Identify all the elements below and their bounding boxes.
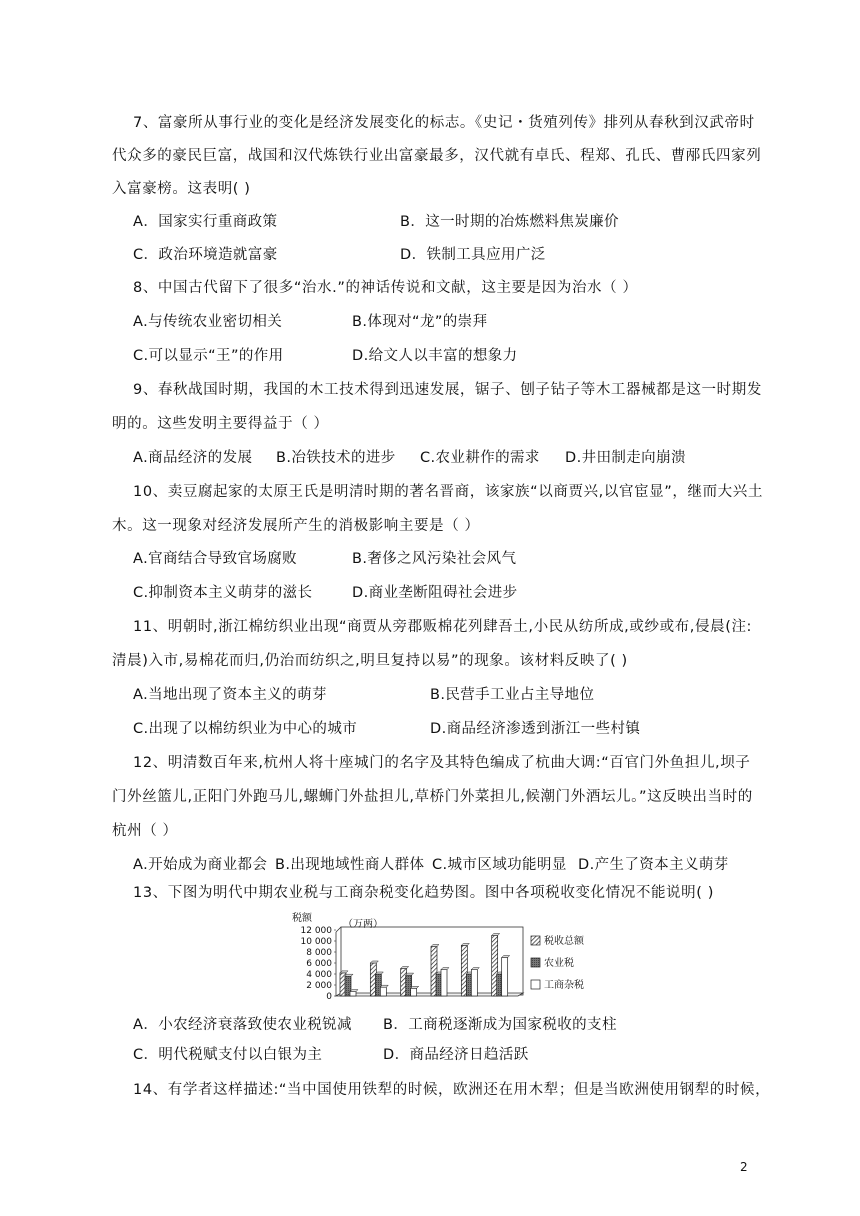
- q12-stem-line-3: 杭州（ ）: [112, 823, 178, 839]
- q9-option-d: D.井田制走向崩溃: [565, 450, 686, 466]
- q7-stem-line-3: 入富豪榜。这表明( ): [112, 181, 251, 197]
- q7-option-d: D．铁制工具应用广泛: [400, 247, 546, 263]
- q9-option-a: A.商品经济的发展: [133, 450, 253, 466]
- q14-stem-line-1: 14、有学者这样描述:“当中国使用铁犁的时候，欧洲还在用木犁；但是当欧洲使用钢犁的时候，: [133, 1082, 771, 1098]
- q11-stem-line-1: 11、明朝时,浙江棉纺织业出现“商贾从旁郡贩棉花列肆吾土,小民从纺所成,或纱或布,侵晨(注:: [133, 619, 753, 635]
- q12-option-d: D.产生了资本主义萌芽: [578, 857, 729, 873]
- q10-stem-line-2: 木。这一现象对经济发展所产生的消极影响主要是（ ）: [112, 518, 480, 534]
- legend-label: 工商杂税: [544, 980, 584, 991]
- legend-label: 税收总额: [544, 936, 584, 947]
- bar-white-4: [471, 970, 477, 996]
- q7-option-b: B．这一时期的冶炼燃料焦炭廉价: [400, 214, 619, 230]
- q8-stem-line-1: 8、中国古代留下了很多“治水.”的神话传说和文献，这主要是因为治水（ ）: [133, 280, 638, 296]
- bar-white-1: [380, 987, 386, 996]
- q13-option-b: B．工商税逐渐成为国家税收的支柱: [383, 1017, 617, 1033]
- y-tick-label: 12 000: [300, 926, 332, 936]
- q11-option-b: B.民营手工业占主导地位: [430, 687, 595, 703]
- y-tick-label: 2 000: [306, 981, 332, 991]
- q12-option-b: B.出现地域性商人群体: [275, 857, 425, 873]
- bar-white-0: [350, 992, 356, 996]
- q13-option-d: D．商品经济日趋活跃: [383, 1047, 529, 1063]
- q7-option-c: C．政治环境造就富豪: [133, 247, 278, 263]
- q8-option-b: B.体现对“龙”的崇拜: [352, 314, 488, 330]
- q10-option-b: B.奢侈之风污染社会风气: [352, 551, 517, 567]
- y-tick-label: 10 000: [300, 937, 332, 947]
- q9-stem-line-2: 明的。这些发明主要得益于（ ）: [112, 416, 329, 432]
- legend-swatch-white: [531, 980, 540, 989]
- page-number: 2: [740, 1160, 748, 1174]
- q12-option-a: A.开始成为商业都会: [133, 857, 268, 873]
- q10-option-d: D.商业垄断阻碍社会进步: [352, 585, 518, 601]
- y-axis-label: 税额: [292, 913, 312, 924]
- q13-option-c: C．明代税赋支付以白银为主: [133, 1047, 323, 1063]
- y-tick-label: 6 000: [306, 959, 332, 969]
- q9-option-b: B.冶铁技术的进步: [276, 450, 396, 466]
- q11-option-d: D.商品经济渗透到浙江一些村镇: [430, 721, 641, 737]
- q7-option-a: A．国家实行重商政策: [133, 214, 278, 230]
- q11-option-c: C.出现了以棉纺织业为中心的城市: [133, 721, 358, 737]
- q10-option-c: C.抑制资本主义萌芽的滋长: [133, 585, 313, 601]
- q9-stem-line-1: 9、春秋战国时期，我国的木工技术得到迅速发展，锯子、刨子钻子等木工器械都是这一时期发: [133, 382, 762, 398]
- q12-option-c: C.城市区域功能明显: [432, 857, 567, 873]
- y-tick-label: 4 000: [306, 970, 332, 980]
- legend-label: 农业税: [544, 958, 574, 969]
- bar-white-5: [502, 958, 508, 997]
- tax-trend-chart: [286, 910, 606, 1006]
- q8-option-c: C.可以显示“王”的作用: [133, 348, 284, 364]
- bar-white-3: [441, 970, 447, 996]
- q11-stem-line-2: 清晨)入市,易棉花而归,仍治而纺织之,明旦复持以易”的现象。该材料反映了( ): [112, 653, 628, 669]
- q12-stem-line-1: 12、明清数百年来,杭州人将十座城门的名字及其特色编成了杭曲大调:“百官门外鱼担儿,坝子: [133, 755, 751, 771]
- q12-stem-line-2: 门外丝篮儿,正阳门外跑马儿,螺蛳门外盐担儿,草桥门外菜担儿,候潮门外酒坛儿。”这反映出当时的: [112, 789, 753, 805]
- bar-white-2: [411, 988, 417, 996]
- q13-stem-line-1: 13、下图为明代中期农业税与工商杂税变化趋势图。图中各项税收变化情况不能说明( ): [133, 885, 714, 901]
- q10-stem-line-1: 10、卖豆腐起家的太原王氏是明清时期的著名晋商，该家族“以商贾兴,以官宦显”，继而大兴土: [133, 484, 763, 500]
- legend-swatch-hatched: [531, 936, 540, 945]
- q7-stem-line-1: 7、富豪所从事行业的变化是经济发展变化的标志。《史记・货殖列传》排列从春秋到汉武帝时: [133, 115, 755, 131]
- chart-y-axis-depth: [336, 927, 341, 932]
- q8-option-d: D.给文人以丰富的想象力: [352, 348, 518, 364]
- q7-stem-line-2: 代众多的豪民巨富，战国和汉代炼铁行业出富豪最多，汉代就有卓氏、程郑、孔氏、曹邴氏四家列: [112, 148, 762, 164]
- q10-option-a: A.官商结合导致官场腐败: [133, 551, 298, 567]
- legend-swatch-dark: [531, 958, 540, 967]
- unit-label: （万两）: [343, 919, 383, 930]
- y-tick-label: 8 000: [306, 948, 332, 958]
- q9-option-c: C.农业耕作的需求: [420, 450, 540, 466]
- q8-option-a: A.与传统农业密切相关: [133, 314, 283, 330]
- q13-option-a: A．小农经济衰落致使农业税锐减: [133, 1017, 352, 1033]
- q11-option-a: A.当地出现了资本主义的萌芽: [133, 687, 327, 703]
- y-tick-label: 0: [326, 992, 332, 1002]
